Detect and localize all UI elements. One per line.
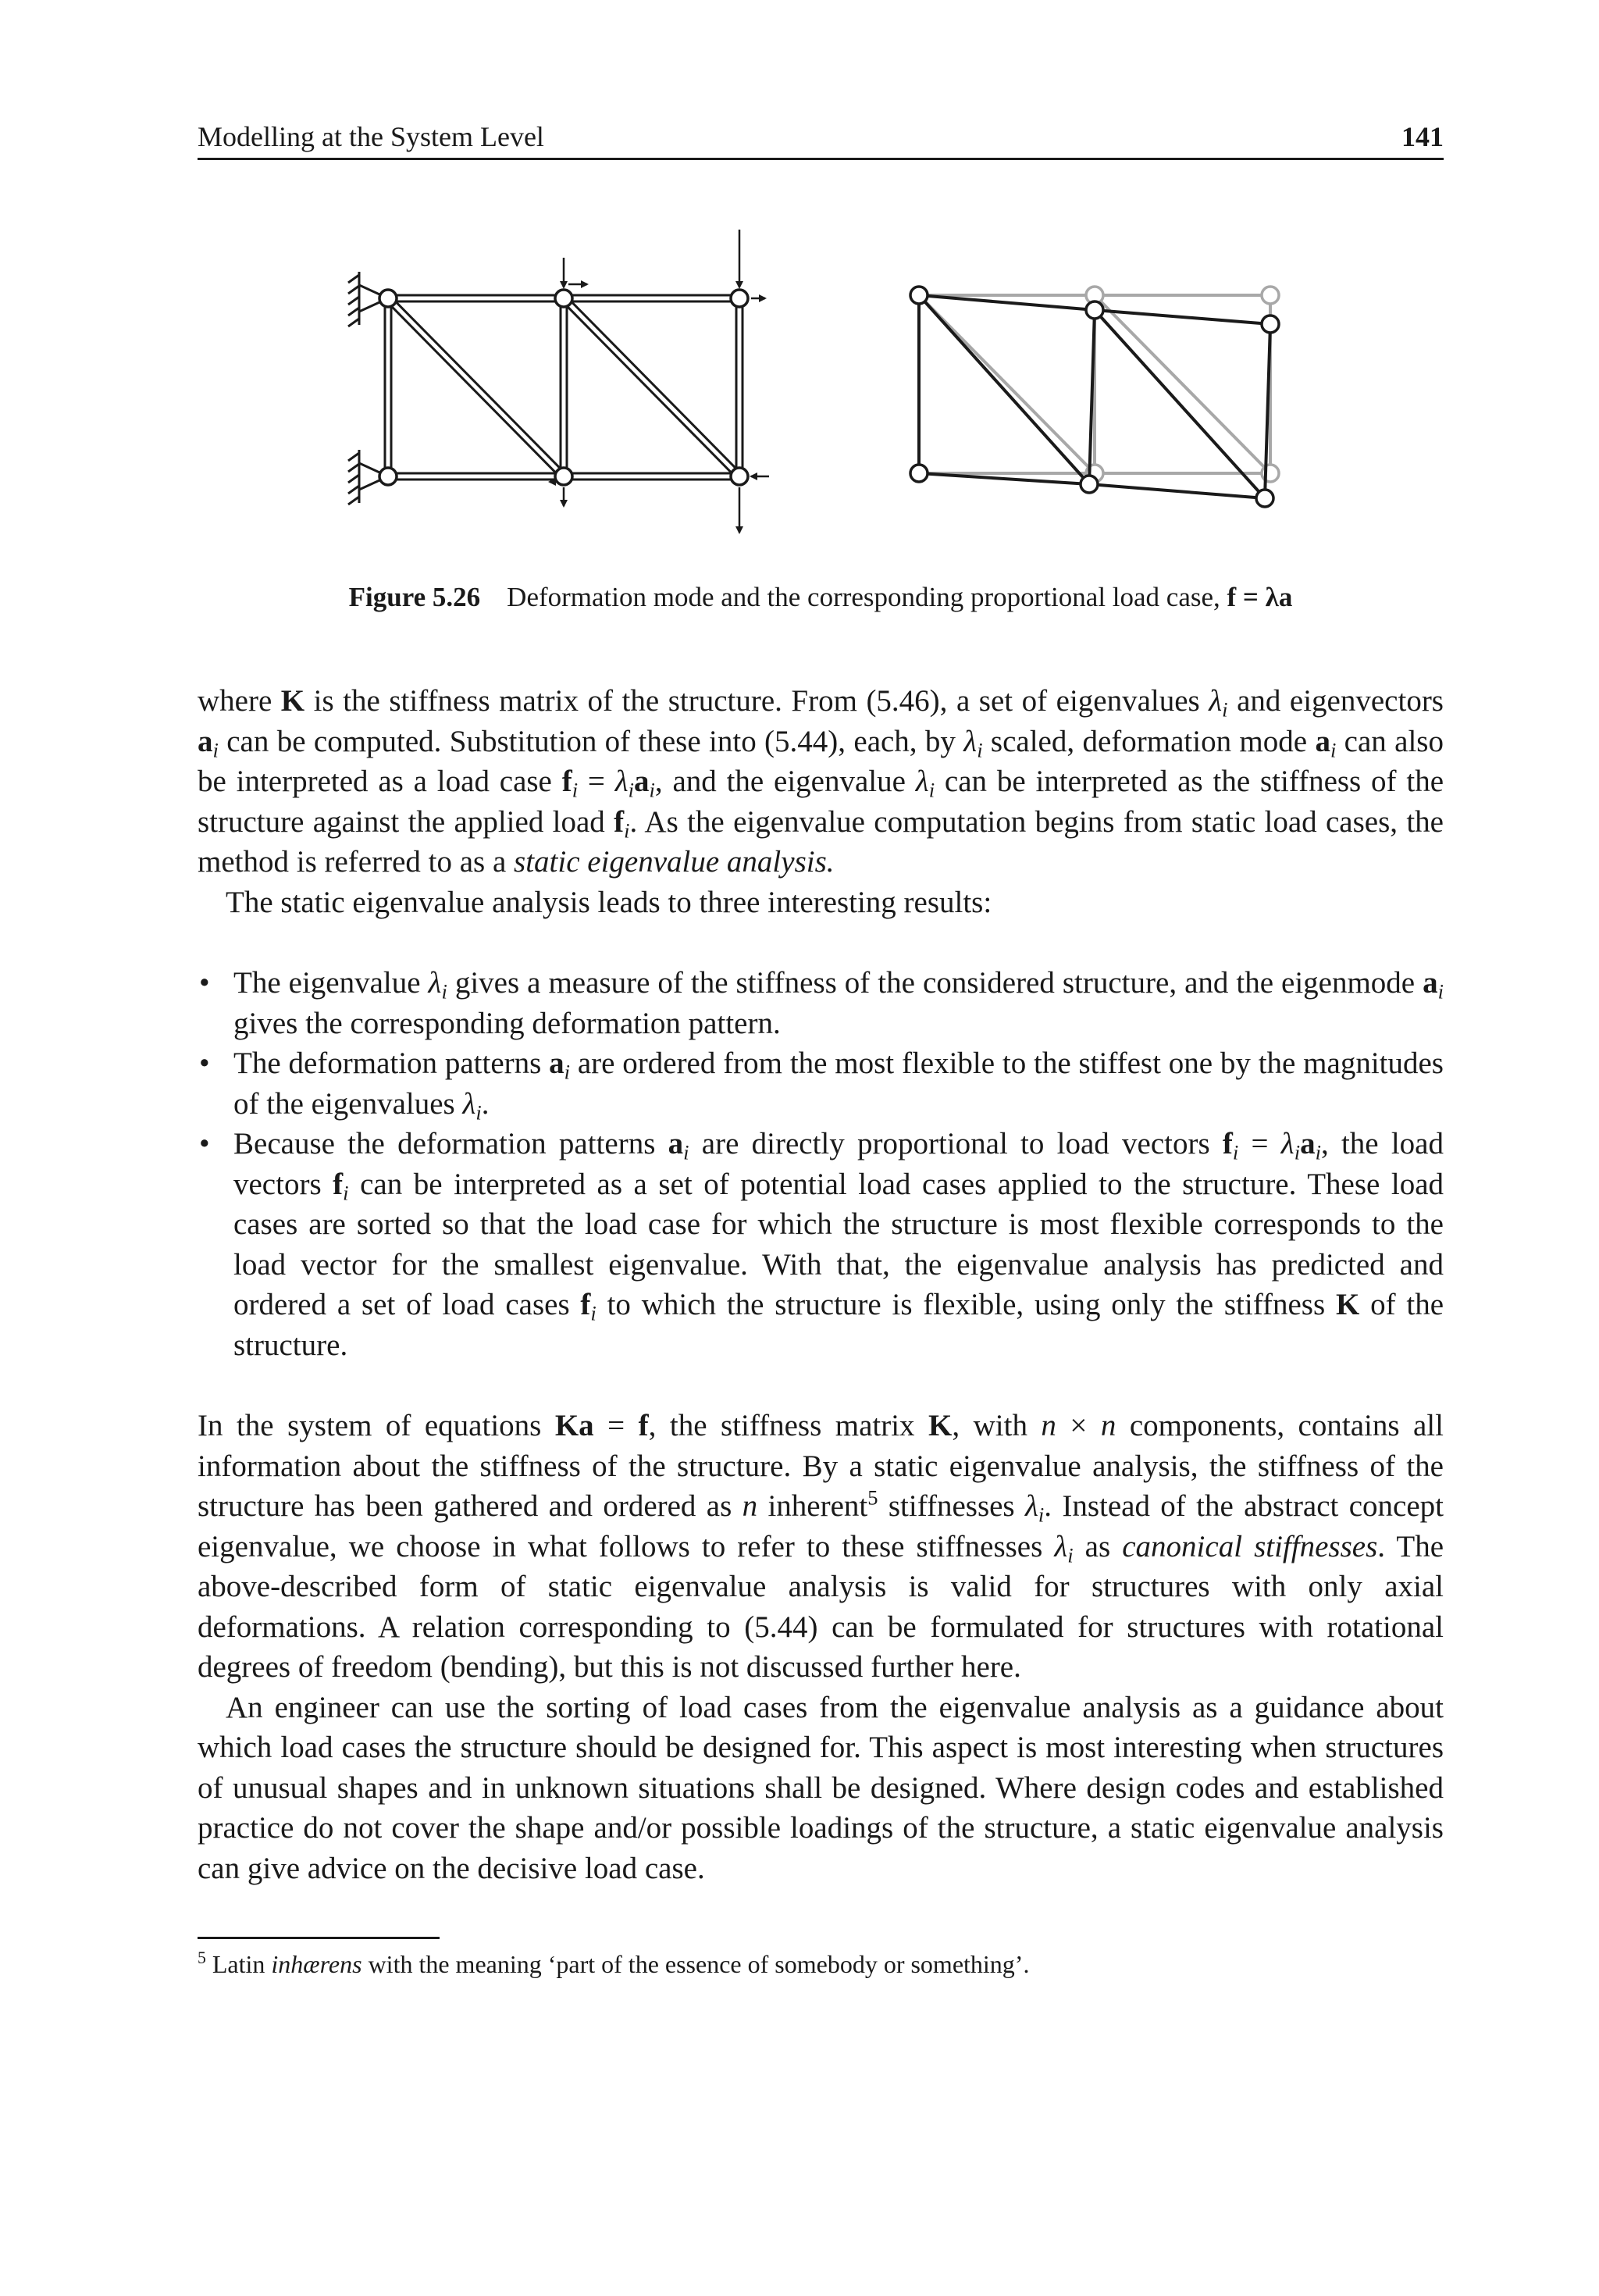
list-item: • The eigenvalue $\lambda_i$ gives a measure of the stiffness of the considered structure, and the eigenmode $a_i$ gives the corresponding deformation pattern.	[198, 963, 1444, 1043]
truss-deformed	[910, 287, 1279, 507]
paragraph-4: An engineer can use the sorting of load cases from the eigenvalue analysis as a guidance about which load cases the structure should be designed for. This aspect is most interesting when structures of unusual shapes and in unknown situations shall be designed. Where design codes and established practice do not cover the shape and/or possible loadings of the structure, a static eigenvalue analysis can give advice on the decisive load case.	[198, 1690, 1444, 1885]
footnote-ref: 5	[867, 1485, 878, 1510]
footnote-rule	[198, 1937, 440, 1939]
page-number: 141	[1401, 121, 1444, 152]
figure-truss	[0, 211, 1599, 554]
running-title: Modelling at the System Level	[198, 121, 544, 152]
figure-caption	[198, 582, 1444, 613]
list-item: • The deformation patterns $a_i$ are ordered from the most flexible to the stiffest one by the magnitudes of the eigenvalues $\lambda_i$.	[198, 1043, 1444, 1124]
figure-label: Figure 5.26	[348, 582, 481, 612]
caption-text: Deformation mode and the corresponding proportional load case,	[507, 582, 1227, 612]
truss-loaded	[348, 230, 769, 533]
results-list	[198, 963, 1444, 1365]
paragraph-1: where K is the stiffness matrix of the structure. From (5.46), a set of eigenvalues $\lambda_i$ and eigenvectors $a_i$ can be computed. Substitution of these into (5.44), each, by $\lambda_i$ scaled, deformation mode $a_i$ can also be interpreted as a load case $f_i = \lambda_ia_i$, and the eigenvalue $\lambda_i$ can be interpreted as the stiffness of the structure against the applied load $f_i$. As the eigenvalue computation begins from static load cases, the method is referred to as a static eigenvalue analysis.	[198, 684, 1444, 879]
paragraph-2: The static eigenvalue analysis leads to three interesting results:	[226, 885, 992, 919]
caption-math: f = λa	[1227, 582, 1293, 612]
footnote: $^5$ Latin inhærens with the meaning ‘part of the essence of somebody or something’.	[198, 1948, 1030, 1978]
page-header	[198, 117, 1444, 160]
truss-diagram	[0, 211, 1599, 554]
paragraph-3: In the system of equations Ka = f, the stiffness matrix K, with n × n components, contains all information about the stiffness of the structure. By a static eigenvalue analysis, the stiffness of the structure has been gathered and ordered as n inherent$^5$ stiffnesses $\lambda_i$. Instead of the abstract concept eigenvalue, we choose in what follows to refer to these stiffnesses $\lambda_i$ as canonical stiffnesses. The above-described form of static eigenvalue analysis is valid for structures with only axial deformations. A relation corresponding to (5.44) can be formulated for structures with rotational degrees of freedom (bending), but this is not discussed further here.	[198, 1409, 1444, 1684]
body-text	[198, 681, 1444, 1888]
footnote-number: 5	[198, 1948, 206, 1968]
list-item: • Because the deformation patterns $a_i$ are directly proportional to load vectors $f_i = \lambda_ia_i$, the load vectors $f_i$ can be interpreted as a set of potential load cases applied to the structure. These load cases are sorted so that the load case for which the structure is most flexible corresponds to the load vector for the smallest eigenvalue. With that, the eigenvalue analysis has predicted and ordered a set of load cases $f_i$ to which the structure is flexible, using only the stiffness K of the structure.	[198, 1124, 1444, 1365]
